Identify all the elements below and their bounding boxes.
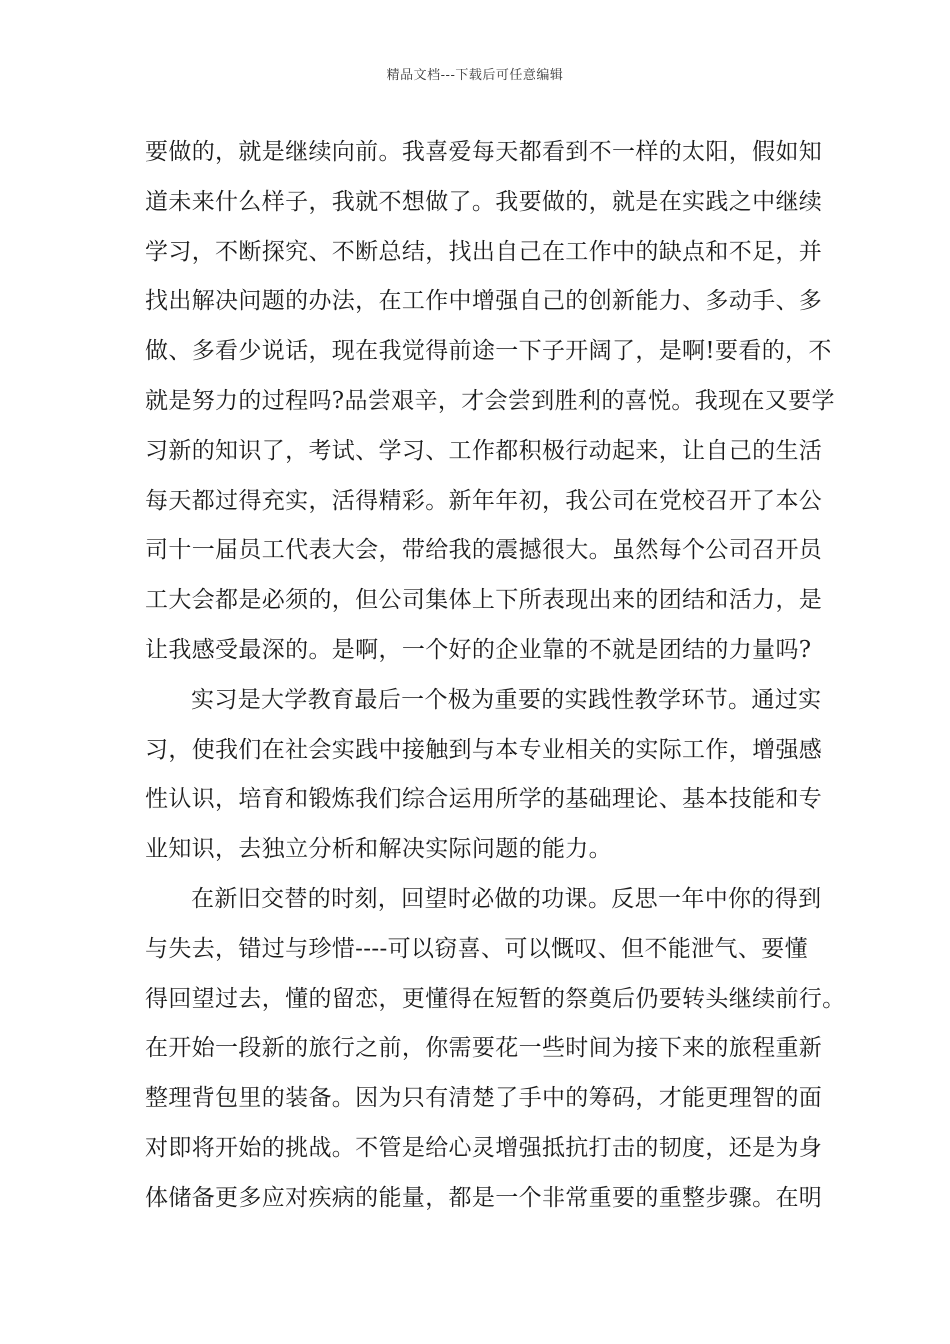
paragraph-first-line: 实习是大学教育最后一个极为重要的实践性教学环节。通过实 <box>191 686 822 713</box>
text-line: 在开始一段新的旅行之前，你需要花一些时间为接下来的旅程重新 <box>145 1035 823 1062</box>
text-line: 得回望过去，懂的留恋，更懂得在短暂的祭奠后仍要转头继续前行。 <box>145 985 846 1012</box>
text-line: 体储备更多应对疾病的能量，都是一个非常重要的重整步骤。在明 <box>145 1184 823 1211</box>
text-line: 习新的知识了，考试、学习、工作都积极行动起来，让自己的生活 <box>145 437 823 464</box>
document-body <box>145 128 846 1224</box>
text-line: 与失去，错过与珍惜----可以窃喜、可以慨叹、但不能泄气、要懂 <box>145 935 808 962</box>
text-line: 要做的，就是继续向前。我喜爱每天都看到不一样的太阳，假如知 <box>145 139 823 165</box>
text-line: 司十一届员工代表大会，带给我的震撼很大。虽然每个公司召开员 <box>145 537 823 564</box>
text-line: 就是努力的过程吗?品尝艰辛，才会尝到胜利的喜悦。我现在又要学 <box>145 387 835 414</box>
page-header: 精品文档---下载后可任意编辑 <box>386 68 564 83</box>
text-line: 性认识，培育和锻炼我们综合运用所学的基础理论、基本技能和专 <box>145 786 823 813</box>
text-line: 做、多看少说话，现在我觉得前途一下子开阔了，是啊!要看的，不 <box>145 338 832 365</box>
text-line: 找出解决问题的办法，在工作中增强自己的创新能力、多动手、多 <box>145 288 823 315</box>
text-line: 每天都过得充实，活得精彩。新年年初，我公司在党校召开了本公 <box>145 487 823 514</box>
text-line: 习，使我们在社会实践中接触到与本专业相关的实际工作，增强感 <box>145 736 823 763</box>
text-line: 整理背包里的装备。因为只有清楚了手中的筹码，才能更理智的面 <box>145 1085 823 1112</box>
paragraph-first-line: 在新旧交替的时刻，回望时必做的功课。反思一年中你的得到 <box>191 885 822 912</box>
text-line: 业知识，去独立分析和解决实际问题的能力。 <box>145 836 612 863</box>
text-line: 道未来什么样子，我就不想做了。我要做的，就是在实践之中继续 <box>145 188 823 215</box>
text-line: 学习，不断探究、不断总结，找出自己在工作中的缺点和不足，并 <box>145 238 823 265</box>
text-line: 对即将开始的挑战。不管是给心灵增强抵抗打击的韧度，还是为身 <box>145 1134 823 1161</box>
text-line: 工大会都是必须的，但公司集体上下所表现出来的团结和活力，是 <box>145 587 823 614</box>
text-line: 让我感受最深的。是啊，一个好的企业靠的不就是团结的力量吗? <box>145 636 812 663</box>
